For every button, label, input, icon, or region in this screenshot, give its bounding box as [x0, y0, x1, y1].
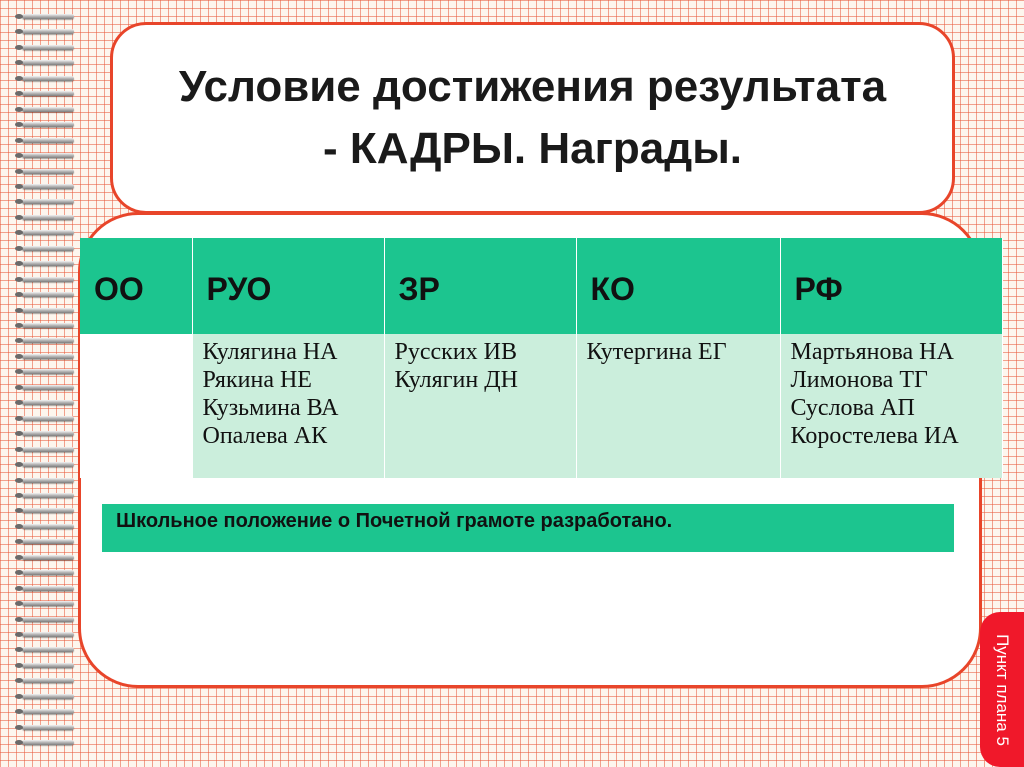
- spiral-binding-ring: [22, 91, 74, 96]
- spiral-binding-ring: [22, 431, 74, 436]
- note-banner: Школьное положение о Почетной грамоте разработано.: [102, 504, 954, 552]
- spiral-binding-ring: [22, 586, 74, 591]
- title-line-1: Условие достижения результата: [178, 62, 887, 111]
- column-header-zr: ЗР: [384, 238, 576, 334]
- name-item: Рякина НЕ: [202, 367, 312, 393]
- name-item: Опалева АК: [202, 423, 328, 449]
- spiral-binding-ring: [22, 215, 74, 220]
- table-header-row: [80, 238, 1002, 334]
- table-row: [80, 334, 1002, 478]
- spiral-binding-ring: [22, 76, 74, 81]
- spiral-binding-ring: [22, 632, 74, 637]
- title-panel: [110, 22, 955, 214]
- column-header-ruo: РУО: [192, 238, 384, 334]
- name-item: Русских ИВ: [394, 339, 517, 365]
- plan-item-tab[interactable]: [980, 612, 1024, 767]
- spiral-binding-ring: [22, 601, 74, 606]
- spiral-binding-ring: [22, 555, 74, 560]
- name-item: Мартьянова НА: [790, 339, 954, 365]
- slide-title: [179, 56, 886, 180]
- spiral-binding-ring: [22, 570, 74, 575]
- spiral-binding-ring: [22, 447, 74, 452]
- spiral-binding-ring: [22, 277, 74, 282]
- spiral-binding-ring: [22, 694, 74, 699]
- spiral-binding-ring: [22, 60, 74, 65]
- name-item: Лимонова ТГ: [790, 367, 928, 393]
- name-item: Коростелева ИА: [790, 423, 959, 449]
- spiral-binding-ring: [22, 740, 74, 745]
- spiral-binding-ring: [22, 647, 74, 652]
- spiral-binding: [0, 0, 80, 767]
- plan-item-label: Пункт плана 5: [993, 633, 1012, 746]
- spiral-binding-ring: [22, 122, 74, 127]
- spiral-binding-ring: [22, 709, 74, 714]
- column-header-oo: ОО: [80, 238, 192, 334]
- spiral-binding-ring: [22, 617, 74, 622]
- name-item: Суслова АП: [790, 395, 915, 421]
- spiral-binding-ring: [22, 292, 74, 297]
- name-item: Кулягина НА: [202, 339, 338, 365]
- cell-oo: [80, 334, 192, 478]
- spiral-binding-ring: [22, 400, 74, 405]
- spiral-binding-ring: [22, 169, 74, 174]
- cell-rf: [780, 334, 1002, 478]
- spiral-binding-ring: [22, 14, 74, 19]
- spiral-binding-ring: [22, 45, 74, 50]
- spiral-binding-ring: [22, 107, 74, 112]
- cell-ruo: [192, 334, 384, 478]
- name-item: Кузьмина ВА: [202, 395, 339, 421]
- spiral-binding-ring: [22, 246, 74, 251]
- spiral-binding-ring: [22, 354, 74, 359]
- column-header-ko: КО: [576, 238, 780, 334]
- spiral-binding-ring: [22, 508, 74, 513]
- name-item: Кулягин ДН: [394, 367, 518, 393]
- spiral-binding-ring: [22, 153, 74, 158]
- cell-zr: [384, 334, 576, 478]
- spiral-binding-ring: [22, 663, 74, 668]
- spiral-binding-ring: [22, 416, 74, 421]
- spiral-binding-ring: [22, 323, 74, 328]
- spiral-binding-ring: [22, 338, 74, 343]
- cell-ko: [576, 334, 780, 478]
- spiral-binding-ring: [22, 539, 74, 544]
- spiral-binding-ring: [22, 199, 74, 204]
- spiral-binding-ring: [22, 678, 74, 683]
- name-item: Кутергина ЕГ: [586, 339, 727, 365]
- title-line-2: - КАДРЫ. Награды.: [322, 124, 742, 173]
- spiral-binding-ring: [22, 462, 74, 467]
- spiral-binding-ring: [22, 230, 74, 235]
- spiral-binding-ring: [22, 29, 74, 34]
- spiral-binding-ring: [22, 385, 74, 390]
- spiral-binding-ring: [22, 184, 74, 189]
- spiral-binding-ring: [22, 138, 74, 143]
- spiral-binding-ring: [22, 308, 74, 313]
- spiral-binding-ring: [22, 478, 74, 483]
- column-header-rf: РФ: [780, 238, 1002, 334]
- spiral-binding-ring: [22, 369, 74, 374]
- spiral-binding-ring: [22, 493, 74, 498]
- awards-table: [80, 238, 1003, 478]
- spiral-binding-ring: [22, 261, 74, 266]
- spiral-binding-ring: [22, 725, 74, 730]
- spiral-binding-ring: [22, 524, 74, 529]
